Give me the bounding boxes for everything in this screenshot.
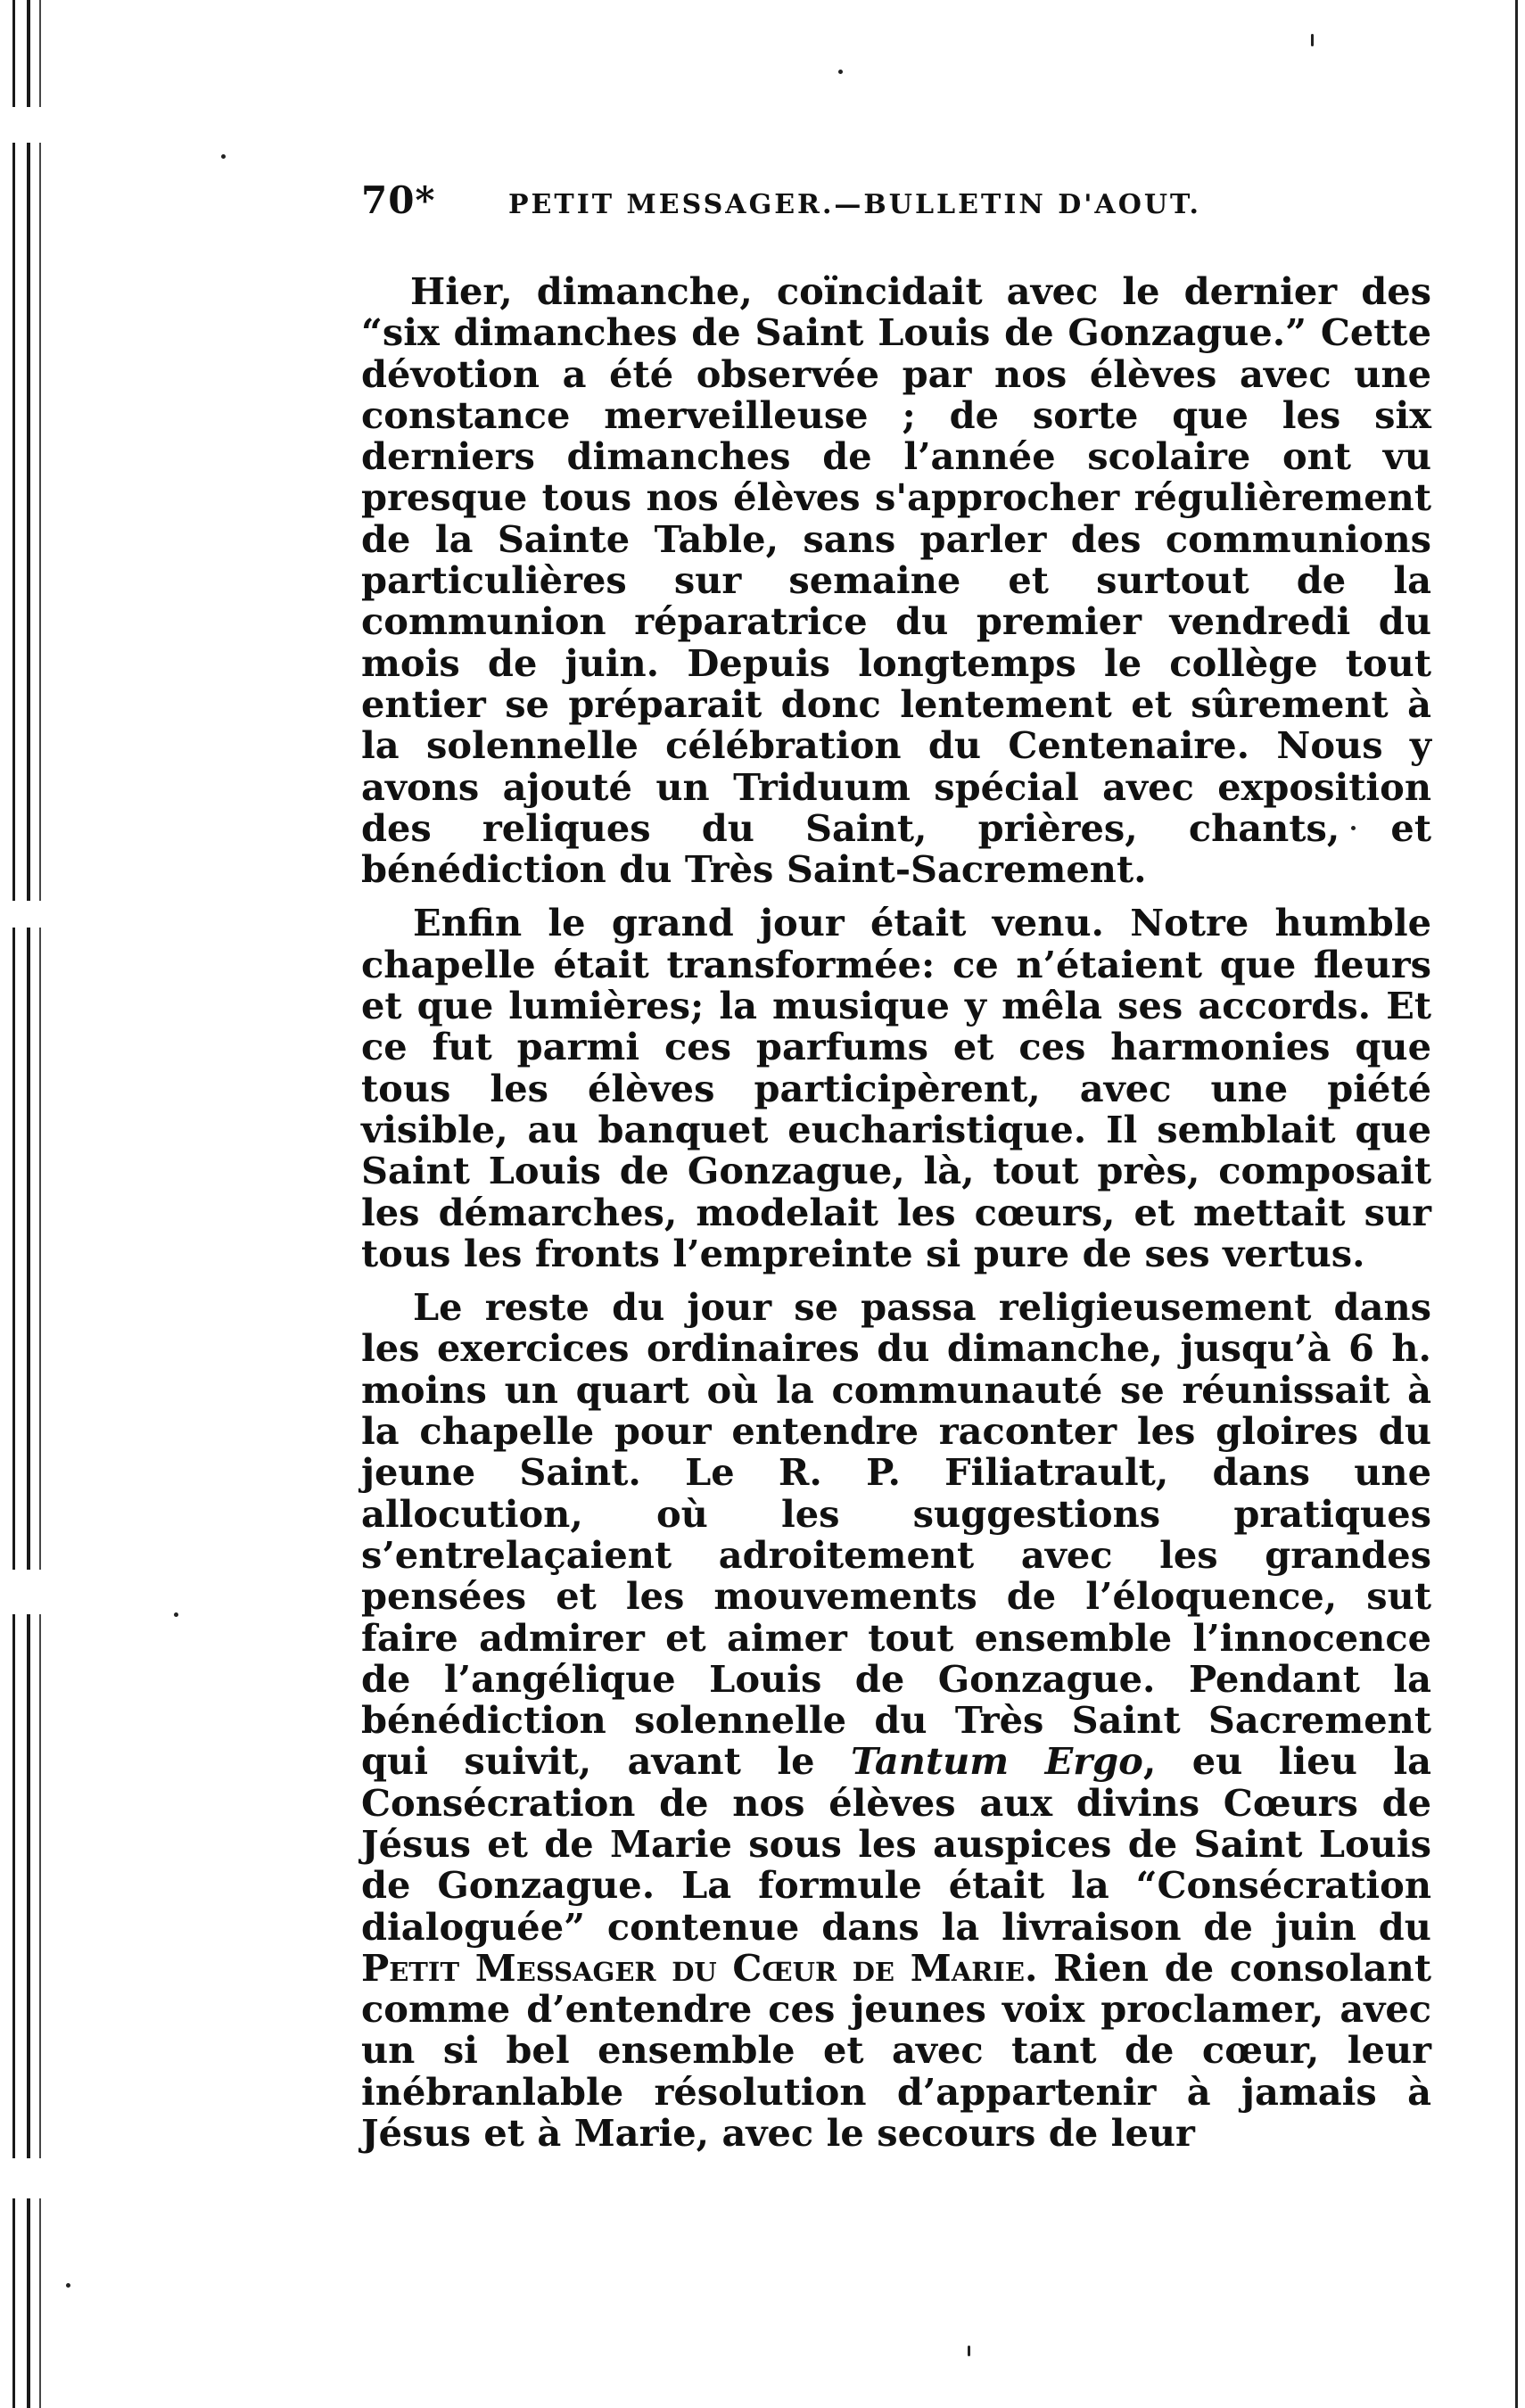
scan-gutter-gap bbox=[5, 901, 45, 928]
paragraph-text: Rien de consolant comme d’entendre ces jeunes voix proclamer, avec un si bel ensemble et avec tant de cœur, leur inébranlable résolution d’appartenir à jamais à Jésus et à Marie, avec le secours de leur bbox=[361, 1945, 1432, 2156]
paragraph-text: Le reste du jour se passa religieusement dans les exercices ordinaires du dimanche, jusqu’à 6 h. moins un quart où la communauté se réunissait à la chapelle pour entendre raconter les gloires du jeune Saint. Le R. P. Filiatrault, dans une allocution, où les suggestions pratiques s’entrelaçaient adroitement avec les grandes pensées et les mouvements de l’éloquence, sut faire admirer et aimer tout ensemble l’innocence de l’angélique Louis de Gonzague. Pendant la bénédiction solennelle du Très Saint Sacrement qui suivit, avant le bbox=[361, 1285, 1431, 1784]
paragraph: Enfin le grand jour était venu. Notre humble chapelle était transformée: ce n’étaient que fleurs et que lumières; la musique y mêla ses accords. Et ce fut parmi ces parfums et ces harmonies que tous les élèves participèrent, avec une piété visible, au banquet eucharistique. Il semblait que Saint Louis de Gonzague, là, tout près, composait les démarches, modelait les cœurs, et mettait sur tous les fronts l’empreinte si pure de ses vertus. bbox=[361, 901, 1431, 1275]
scan-gutter-gap bbox=[5, 107, 45, 143]
running-title: PETIT MESSAGER.—BULLETIN D'AOUT. bbox=[508, 189, 1201, 220]
scan-gutter-line bbox=[27, 0, 30, 2408]
scan-gutter-gap bbox=[5, 1570, 45, 1614]
paragraph-text: , eu lieu la Consécration de nos élèves aux divins Cœurs de Jésus et de Marie sous les auspices de Saint Louis de Gonzague. La formule était la “Consécration dialoguée” contenue dans la livraison de juin du bbox=[361, 1739, 1431, 1949]
scan-speck bbox=[221, 154, 226, 159]
scan-page-edge bbox=[1515, 0, 1518, 2408]
paragraph bbox=[361, 1287, 1431, 2154]
scan-speck bbox=[838, 70, 843, 74]
italic-text: Tantum Ergo bbox=[850, 1739, 1143, 1784]
running-head bbox=[361, 178, 1431, 232]
paragraph: Hier, dimanche, coïncidait avec le dernier des “six dimanches de Saint Louis de Gonzague.” Cette dévotion a été observée par nos élèves avec une constance merveilleuse ; de sorte que les six derniers dimanches de l’année scolaire ont vu presque tous nos élèves s'approcher régulièrement de la Sainte Table, sans parler des communions particulières sur semaine et surtout de la communion réparatrice du premier vendredi du mois de juin. Depuis longtemps le collège tout entier se préparait donc lentement et sûrement à la solennelle célébration du Centenaire. Nous y avons ajouté un Triduum spécial avec exposition des reliques du Saint, prières, chants, et bénédiction du Très Saint-Sacrement. bbox=[361, 269, 1431, 892]
scan-speck bbox=[66, 2283, 70, 2288]
page-number: 70* bbox=[361, 178, 436, 222]
scan-gutter-line bbox=[39, 0, 41, 2408]
scan-speck bbox=[968, 2346, 970, 2356]
publication-title: Petit Messager du Cœur de Marie. bbox=[361, 1945, 1038, 1990]
page-content bbox=[361, 178, 1431, 2166]
scan-speck bbox=[174, 1612, 178, 1617]
scan-gutter-line bbox=[12, 0, 15, 2408]
scan-speck bbox=[1311, 34, 1314, 46]
scan-gutter-gap bbox=[5, 2158, 45, 2198]
